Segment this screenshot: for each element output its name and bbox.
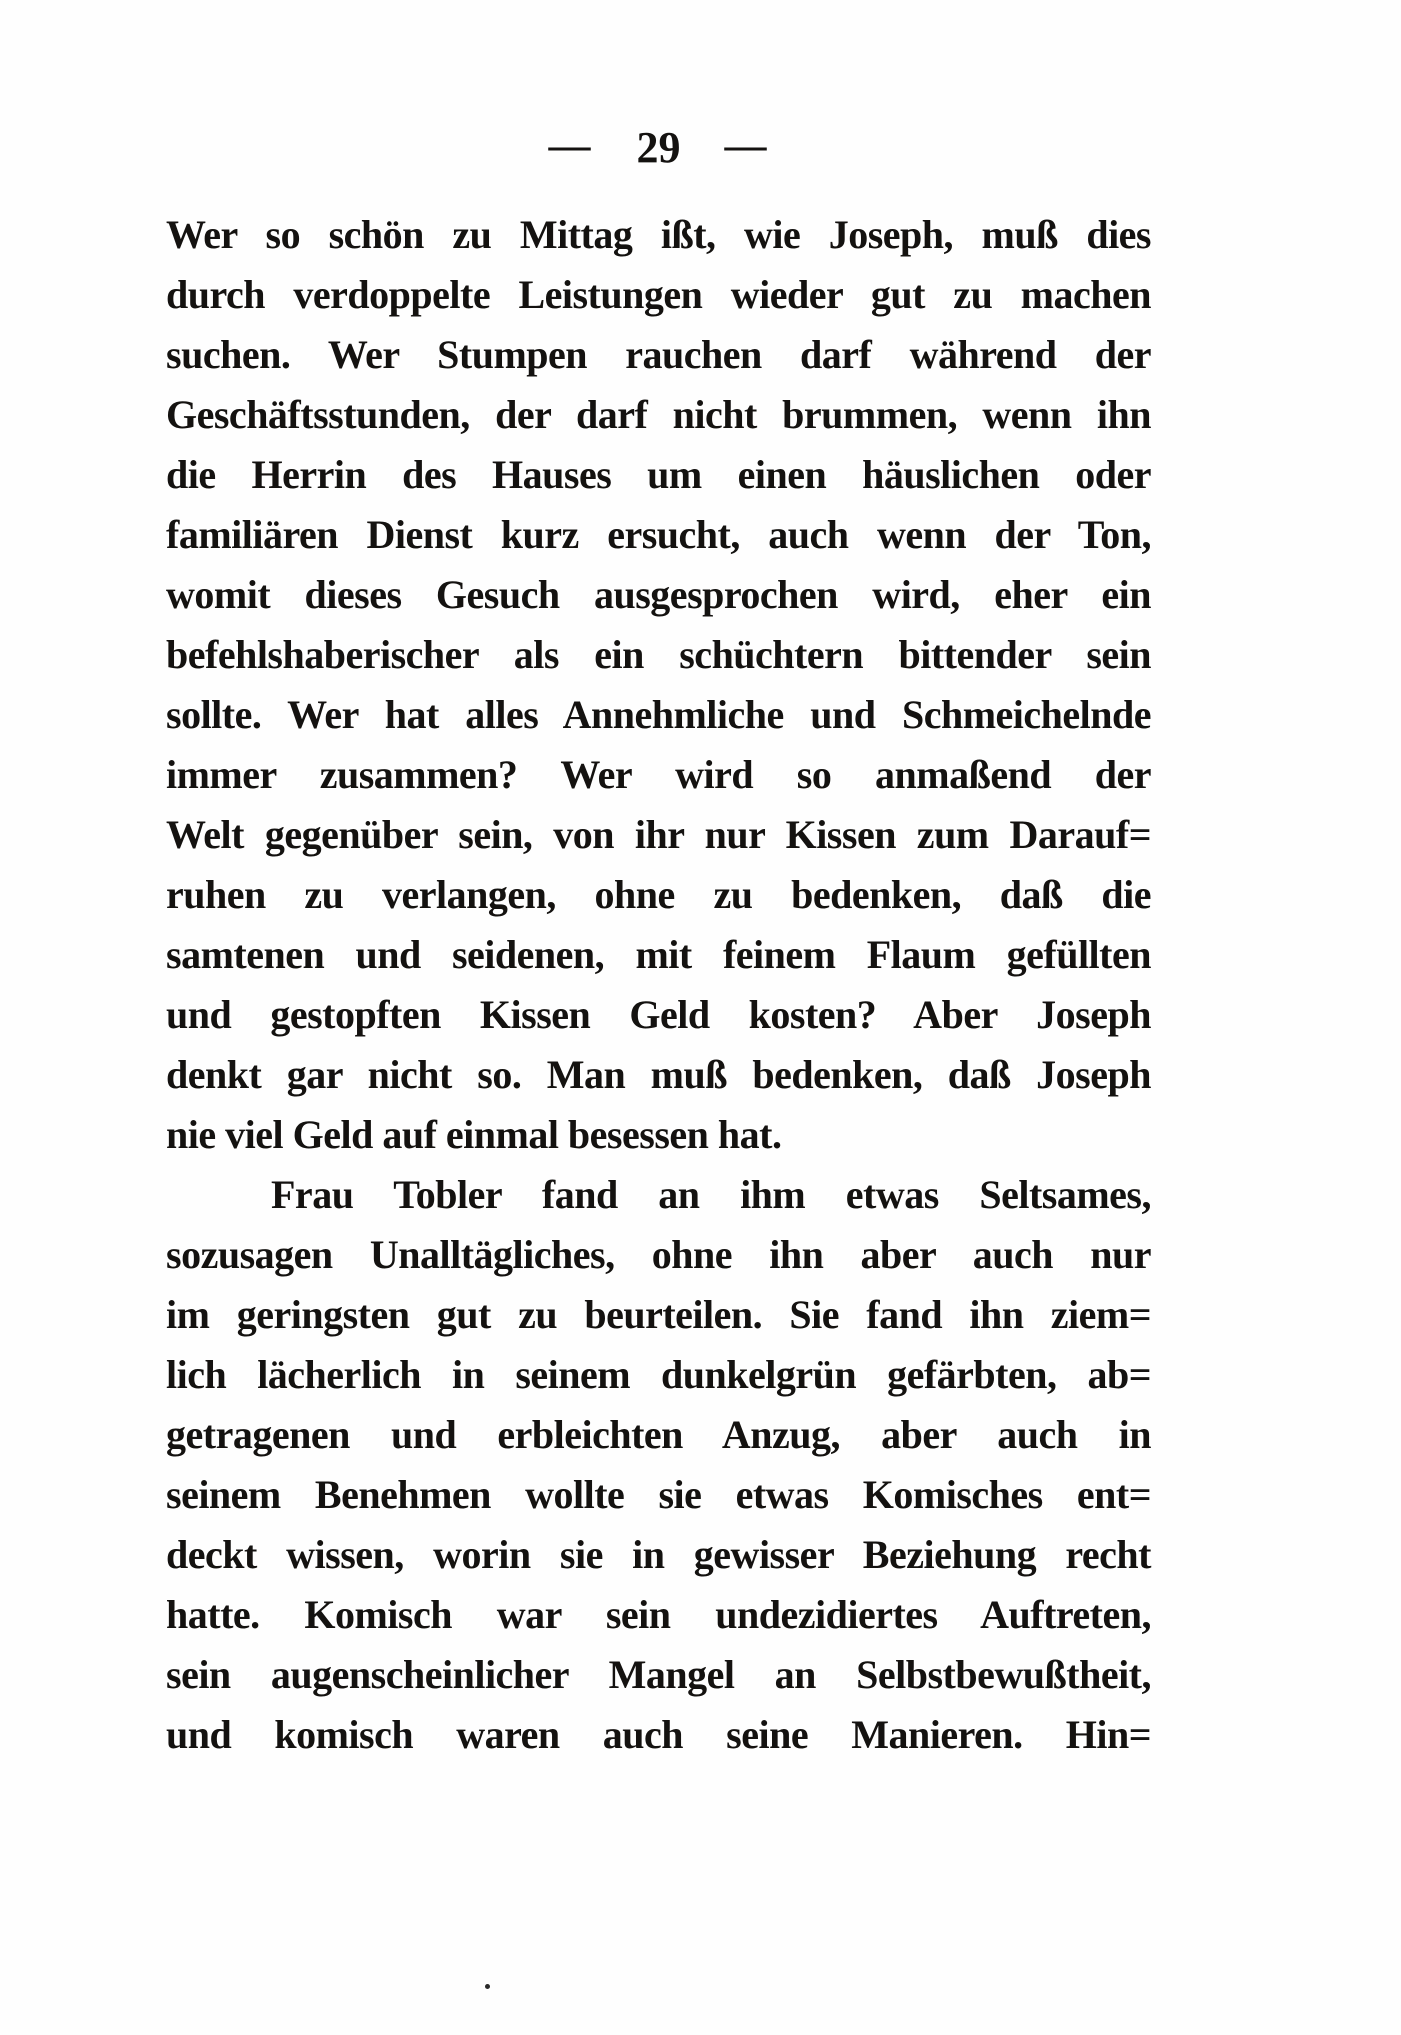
text-line: samtenen und seidenen, mit feinem Flaum gefüllten — [166, 932, 1151, 977]
text-line: hatte. Komisch war sein undezidiertes Auftreten, — [166, 1592, 1151, 1637]
body-text — [166, 205, 1151, 1765]
text-line: denkt gar nicht so. Man muß bedenken, daß Joseph — [166, 1052, 1151, 1097]
text-line: und gestopften Kissen Geld kosten? Aber Joseph — [166, 992, 1151, 1037]
text-line: sozusagen Unalltägliches, ohne ihn aber auch nur — [166, 1232, 1151, 1277]
header-left-rule: — — [548, 122, 593, 169]
text-line: befehlshaberischer als ein schüchtern bittender sein — [166, 632, 1151, 677]
text-line: lich lächerlich in seinem dunkelgrün gefärbten, ab= — [166, 1352, 1151, 1397]
text-line: Welt gegenüber sein, von ihr nur Kissen zum Darauf= — [166, 812, 1151, 857]
text-line: seinem Benehmen wollte sie etwas Komisches ent= — [166, 1472, 1151, 1517]
text-line: Frau Tobler fand an ihm etwas Seltsames, — [271, 1172, 1151, 1217]
text-line: ruhen zu verlangen, ohne zu bedenken, daß die — [166, 872, 1151, 917]
text-line: familiären Dienst kurz ersucht, auch wenn der Ton, — [166, 512, 1151, 557]
text-line: im geringsten gut zu beurteilen. Sie fand ihn ziem= — [166, 1292, 1151, 1337]
text-line: deckt wissen, worin sie in gewisser Beziehung recht — [166, 1532, 1151, 1577]
text-line: sollte. Wer hat alles Annehmliche und Schmeichelnde — [166, 692, 1151, 737]
text-line: und komisch waren auch seine Manieren. Hin= — [166, 1712, 1151, 1757]
text-line: getragenen und erbleichten Anzug, aber auch in — [166, 1412, 1151, 1457]
text-line: nie viel Geld auf einmal besessen hat. — [166, 1112, 782, 1157]
text-line: sein augenscheinlicher Mangel an Selbstbewußtheit, — [166, 1652, 1151, 1697]
text-line: Geschäftsstunden, der darf nicht brummen, wenn ihn — [166, 392, 1151, 437]
text-line: Wer so schön zu Mittag ißt, wie Joseph, muß dies — [166, 212, 1151, 257]
header-right-rule: — — [724, 122, 769, 169]
text-line: womit dieses Gesuch ausgesprochen wird, eher ein — [166, 572, 1151, 617]
text-line: die Herrin des Hauses um einen häuslichen oder — [166, 452, 1151, 497]
page-number: 29 — [636, 123, 681, 172]
text-line: suchen. Wer Stumpen rauchen darf während der — [166, 332, 1151, 377]
text-line: durch verdoppelte Leistungen wieder gut zu machen — [166, 272, 1151, 317]
page-header — [166, 122, 1151, 173]
text-line: immer zusammen? Wer wird so anmaßend der — [166, 752, 1151, 797]
print-speck — [485, 1984, 490, 1989]
